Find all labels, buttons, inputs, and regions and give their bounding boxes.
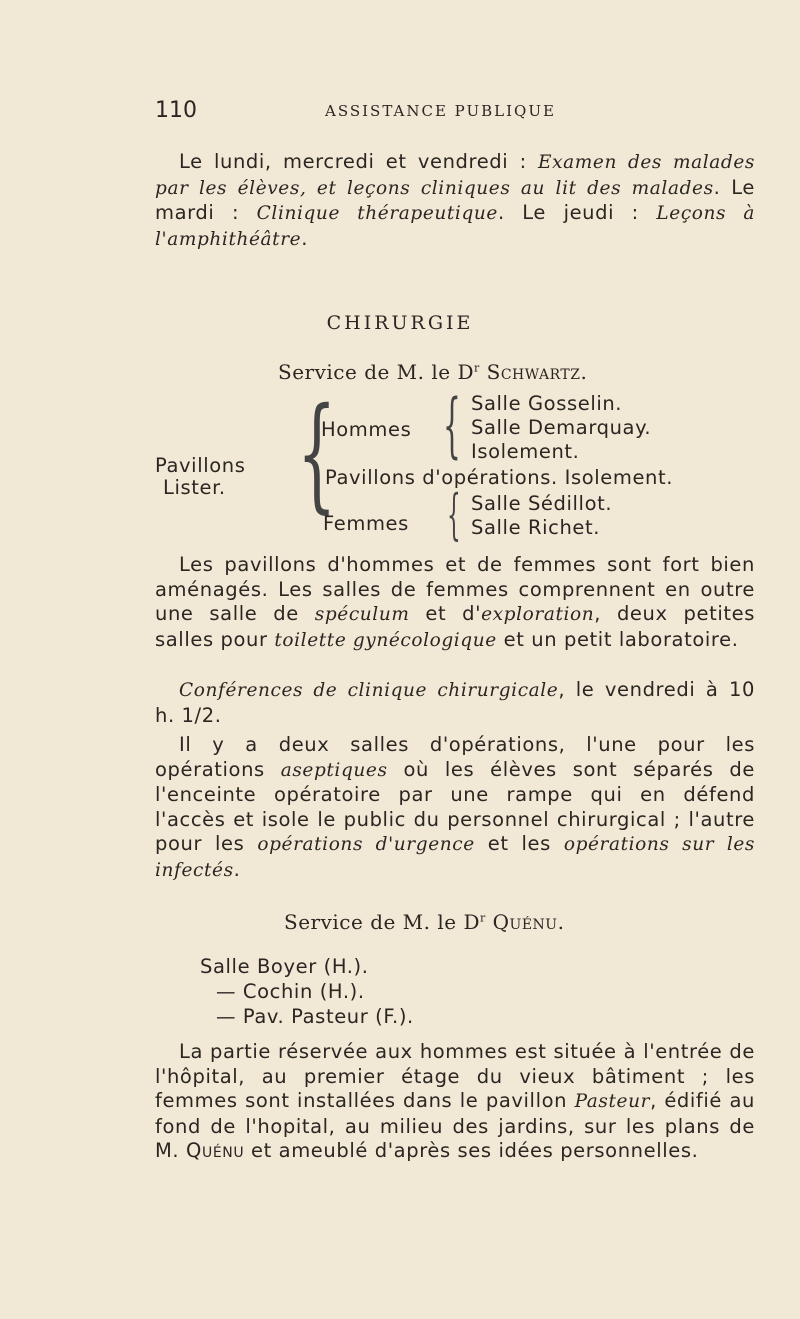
surgeon-name: Quénu xyxy=(492,910,558,934)
service-heading-schwartz: Service de M. le $D^r$ Schwartz. xyxy=(278,360,588,384)
page-number: 110 xyxy=(155,98,197,123)
paragraph-schedule: Le lundi, mercredi et vendredi : Examen des malades par les élèves, et leçons cliniques au lit des malades. Le mardi : Clinique thérapeutique. Le jeudi : Leçons à l'amphithéâtre. xyxy=(155,150,756,250)
operations-pavilion: Pavillons d'opérations. Isolement. xyxy=(325,466,674,489)
paragraph-pavilions: Les pavillons d'hommes et de femmes sont fort bien aménagés. Les salles de femmes comprennent en outre une salle de spéculum et d'exploration, deux petites salles pour toilette gynécologique et un petit laboratoire. xyxy=(155,553,755,651)
page-header xyxy=(155,98,755,128)
section-title: CHIRURGIE xyxy=(326,312,474,334)
salle-sedillot: Salle Sédillot. xyxy=(471,492,613,515)
femmes-brace: { xyxy=(447,483,461,546)
running-title: ASSISTANCE PUBLIQUE xyxy=(325,102,556,120)
paragraph-quenu-service: La partie réservée aux hommes est située à l'entrée de l'hôpital, au premier étage du vieux bâtiment ; les femmes sont installées dans le pavillon Pasteur, édifié au fond de l'hopital, au milieu des jardins, sur les plans de M. Quénu et ameublé d'après ses idées personnelles. xyxy=(155,1040,755,1162)
left-brace: { xyxy=(297,382,337,526)
hommes-brace: { xyxy=(443,384,462,466)
salle-boyer: Salle Boyer (H.). xyxy=(200,955,369,978)
salle-richet: Salle Richet. xyxy=(471,516,601,539)
surgeon-name: Schwartz xyxy=(486,360,581,384)
paragraph-conferences: Conférences de clinique chirurgicale, le vendredi à 10 h. 1/2. xyxy=(155,678,756,727)
salle-gosselin: Salle Gosselin. xyxy=(471,392,623,415)
pavilions-label: Pavillons xyxy=(155,454,246,477)
pavillon-pasteur: — Pav. Pasteur (F.). xyxy=(216,1005,414,1028)
isolement: Isolement. xyxy=(471,440,580,463)
hommes-label: Hommes xyxy=(321,418,412,441)
femmes-label: Femmes xyxy=(323,512,409,535)
lister-label: Lister. xyxy=(163,476,226,499)
salle-demarquay: Salle Demarquay. xyxy=(471,416,652,439)
service-heading-quenu: Service de M. le $D^r$ Quénu. xyxy=(284,910,565,934)
pavilions-table xyxy=(155,382,765,546)
salle-cochin: — Cochin (H.). xyxy=(216,980,365,1003)
paragraph-operating-rooms: Il y a deux salles d'opérations, l'une pour les opérations aseptiques où les élèves sont séparés de l'enceinte opératoire par une rampe qui en défend l'accès et isole le public du personnel chirurgical ; l'autre pour les opérations d'urgence et les opérations sur les infectés. xyxy=(155,733,755,881)
